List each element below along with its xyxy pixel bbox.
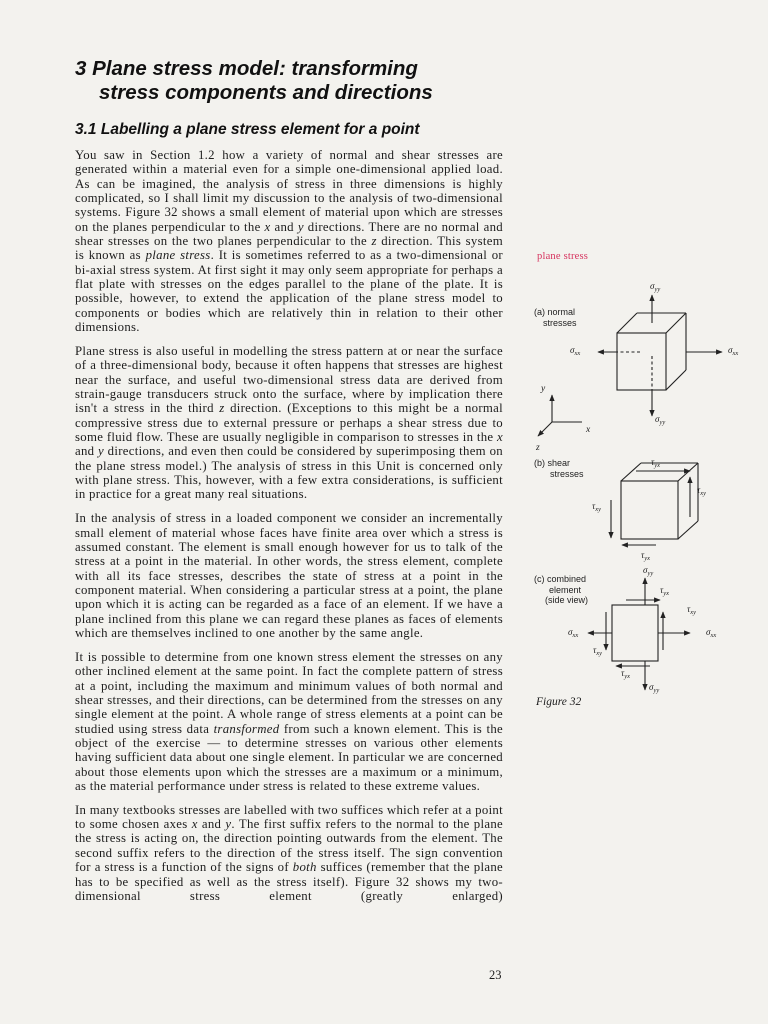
stress-symbol: τ	[621, 668, 625, 678]
stress-symbol: σ	[649, 682, 654, 692]
stress-subscript: xx	[710, 632, 717, 639]
axis-z	[538, 422, 552, 436]
paragraph-text: It is possible to determine from one known stress element the stresses on any other inclined element at the same point. In fact the complete pattern of stress at a point, including the maximum and minimum values of both normal and shear stresses, and their directions, can be determined from the stresses on any single element at the point. A whole range of stress elements at a point can be studied using stress data	[75, 649, 503, 736]
emphasis-text: y	[98, 444, 105, 459]
paragraph-text: direction. This system is known as	[75, 234, 503, 263]
stress-label-a-sigma-yy-top	[650, 281, 660, 295]
emphasis-text: transformed	[213, 721, 280, 736]
cube-b-edge	[621, 463, 641, 481]
stress-subscript: xx	[732, 350, 739, 357]
panel-c-label-line: element	[549, 584, 582, 595]
panel-a-label-line: (a) normal	[534, 307, 576, 317]
stress-label-b-tau-xy-right	[697, 485, 706, 499]
cube-a-edge	[617, 313, 637, 333]
stress-label-c-tau-xy-left	[593, 645, 602, 659]
stress-label-b-tau-yx-bottom	[641, 550, 650, 564]
paragraph-text: . The first suffix refers to the normal to the plane the stress is acting on, the direction pointing outwards from the element. The second suffix refers to the direction of the stress itself. The sign convention for a stress is a function of the signs of	[75, 817, 503, 875]
body-paragraph	[75, 511, 503, 640]
paragraph-text: suffices (remember that the plane has to be specified as well as the stress itself). Figure 32 shows my two-dimensional stress element (greatly enlarged)	[75, 860, 503, 903]
cube-a-edge	[666, 313, 686, 333]
stress-symbol: σ	[650, 281, 655, 291]
stress-subscript: yx	[644, 555, 651, 562]
emphasis-text: y	[225, 817, 232, 832]
stress-symbol: σ	[706, 627, 711, 637]
chapter-number: 3	[75, 57, 87, 80]
page-number: 23	[489, 968, 502, 982]
stress-symbol: τ	[697, 485, 701, 495]
stress-subscript: yy	[654, 286, 661, 293]
paragraph-text: and	[75, 444, 99, 459]
emphasis-text: both	[292, 860, 317, 875]
cube-b-edge	[678, 463, 698, 481]
body-paragraph	[75, 344, 503, 502]
stress-subscript: yy	[653, 687, 660, 694]
body-column	[75, 148, 503, 903]
stress-symbol: σ	[643, 565, 648, 575]
cube-b	[621, 463, 701, 539]
stress-label-c-sigma-xx-right	[706, 627, 716, 641]
axis-y-label: y	[541, 384, 546, 394]
stress-symbol: τ	[687, 604, 691, 614]
stress-symbol: σ	[570, 345, 575, 355]
margin-note: plane stress	[537, 251, 589, 262]
stress-subscript: yy	[659, 419, 666, 426]
stress-symbol: τ	[593, 645, 597, 655]
paragraph-text: and	[197, 817, 226, 832]
stress-subscript: xx	[572, 632, 579, 639]
emphasis-text: plane stress	[145, 248, 211, 263]
section-number: 3.1	[75, 121, 97, 138]
body-paragraph	[75, 803, 503, 903]
stress-subscript: xx	[574, 350, 581, 357]
stress-symbol: τ	[651, 457, 655, 467]
stress-subscript: yy	[647, 570, 654, 577]
panel-b-label-line: stresses	[550, 468, 584, 479]
emphasis-text: z	[371, 234, 377, 249]
axis-z-label: z	[536, 443, 540, 453]
figure-caption: Figure 32	[536, 696, 582, 708]
stress-subscript: xy	[700, 490, 707, 497]
paragraph-text: from such a known element. This is the object of the exercise — to determine stresses on various other elements having sufficient data about one single element. In particular we are concerned about those elements upon which the stresses are a maximum or a minimum, as the material performance under stress is related to these extreme values.	[75, 721, 503, 793]
stress-label-c-sigma-yy-top	[643, 565, 653, 579]
stress-subscript: xy	[690, 609, 697, 616]
axis-x-label: x	[586, 425, 591, 435]
section-heading	[75, 121, 515, 139]
stress-label-a-sigma-xx-left	[570, 345, 580, 359]
cube-a-edge	[666, 370, 686, 390]
chapter-title-line-2: stress components and directions	[99, 81, 433, 104]
stress-subscript: yx	[654, 462, 661, 469]
panel-b-label-line: (b) shear	[534, 458, 571, 468]
emphasis-text: x	[191, 817, 198, 832]
chapter-title-text: Plane stress model: transforming	[92, 57, 418, 80]
chapter-title	[75, 57, 515, 105]
section-title: Labelling a plane stress element for a point	[100, 121, 420, 138]
body-paragraph	[75, 650, 503, 793]
body-paragraph	[75, 148, 503, 334]
emphasis-text: x	[264, 219, 271, 234]
stress-label-c-tau-yx-top	[660, 585, 669, 599]
stress-label-c-sigma-yy-bottom	[649, 682, 659, 696]
cube-a-front-face	[617, 333, 666, 390]
panel-c-label-line: (side view)	[545, 595, 589, 605]
paragraph-text: In many textbooks stresses are labelled with two suffices which refer at a point to some chosen axes	[75, 802, 503, 832]
paragraph-text: directions, and even then could be considered by superimposing them on the plane stress model.) The analysis of stress in this Unit is concerned only with plane stress. This, however, with a few extra considerations, is sufficient in practice for a great many real situations.	[75, 444, 503, 502]
stress-subscript: yx	[624, 673, 631, 680]
stress-symbol: τ	[641, 550, 645, 560]
paragraph-text: direction. (Exceptions to this might be a normal compressive stress due to external pressure or perhaps a shear stress due to some fluid flow. These are usually negligible in comparison to stresses in the	[75, 401, 503, 445]
chapter-title-line-1	[75, 57, 515, 81]
emphasis-text: z	[219, 401, 225, 416]
stress-subscript: yx	[663, 590, 670, 597]
stress-label-c-tau-xy-right	[687, 604, 696, 618]
stress-subscript: xy	[596, 650, 603, 657]
paragraph-text: directions. There are no normal and shear stresses on the two planes perpendicular to the	[75, 219, 503, 249]
stress-label-b-tau-xy-left	[592, 501, 601, 515]
stress-label-b-tau-yx-top	[651, 457, 660, 471]
cube-b-front-face	[621, 481, 678, 539]
cube-a	[617, 313, 686, 390]
panel-b-label	[534, 458, 584, 479]
stress-symbol: τ	[660, 585, 664, 595]
cube-b-edge	[678, 521, 698, 539]
panel-a-label-line: stresses	[543, 317, 577, 328]
stress-symbol: σ	[568, 627, 573, 637]
paragraph-text: and	[270, 219, 298, 234]
stress-label-c-tau-yx-bottom	[621, 668, 630, 682]
stress-subscript: xy	[595, 506, 602, 513]
panel-c-label	[534, 574, 588, 606]
emphasis-text: y	[297, 219, 304, 234]
paragraph-text: In the analysis of stress in a loaded component we consider an incrementally small element of material whose faces have finite area over which a stress is assumed constant. The element is small enough however for us to talk of the stress at a point in the material. In other words, the stress element, complete with all its face stresses, describes the state of stress at a point in the component material. When considering a particular stress at a point, the plane upon which it is acting can be regarded as a face of an element. If we have a plane inclined from this plane we can regard these planes as faces of elements which are themselves inclined to one another by the same angle.	[75, 511, 503, 640]
stress-label-c-sigma-xx-left	[568, 627, 578, 641]
stress-label-a-sigma-xx-right	[728, 345, 738, 359]
stress-label-a-sigma-yy-bottom	[655, 414, 665, 428]
paragraph-text: You saw in Section 1.2 how a variety of normal and shear stresses are generated within a material even for a simple one-dimensional applied load. As can be imagined, the analysis of stress in three dimensions is highly complicated, so I shall limit my discussion to the analysis of two-dimensional systems. Figure 32 shows a small element of material upon which are stresses on the planes perpendicular to the	[75, 148, 503, 234]
panel-c-label-line: (c) combined	[534, 574, 587, 584]
stress-symbol: σ	[655, 414, 660, 424]
stress-symbol: σ	[728, 345, 733, 355]
emphasis-text: x	[497, 430, 503, 445]
paragraph-text: . It is sometimes referred to as a two-dimensional or bi-axial stress system. At first sight it may only seem appropriate for perhaps a flat plate with stresses on the edges parallel to the plane of the plate. It is possible, however, to extend the application of the plane stress model to components or bodies which are relatively thin in relation to their other dimensions.	[75, 248, 503, 335]
stress-symbol: τ	[592, 501, 596, 511]
element-c-square	[612, 605, 658, 661]
panel-a-label	[534, 307, 577, 328]
paragraph-text: Plane stress is also useful in modelling the stress pattern at or near the surface of a three-dimensional body, because it often happens that stresses are highest near the surface, and useful two-dimensional stress data are derived from strain-gauge transducers struck onto the surface, where by implication there isn't a stress in the third	[75, 343, 503, 416]
